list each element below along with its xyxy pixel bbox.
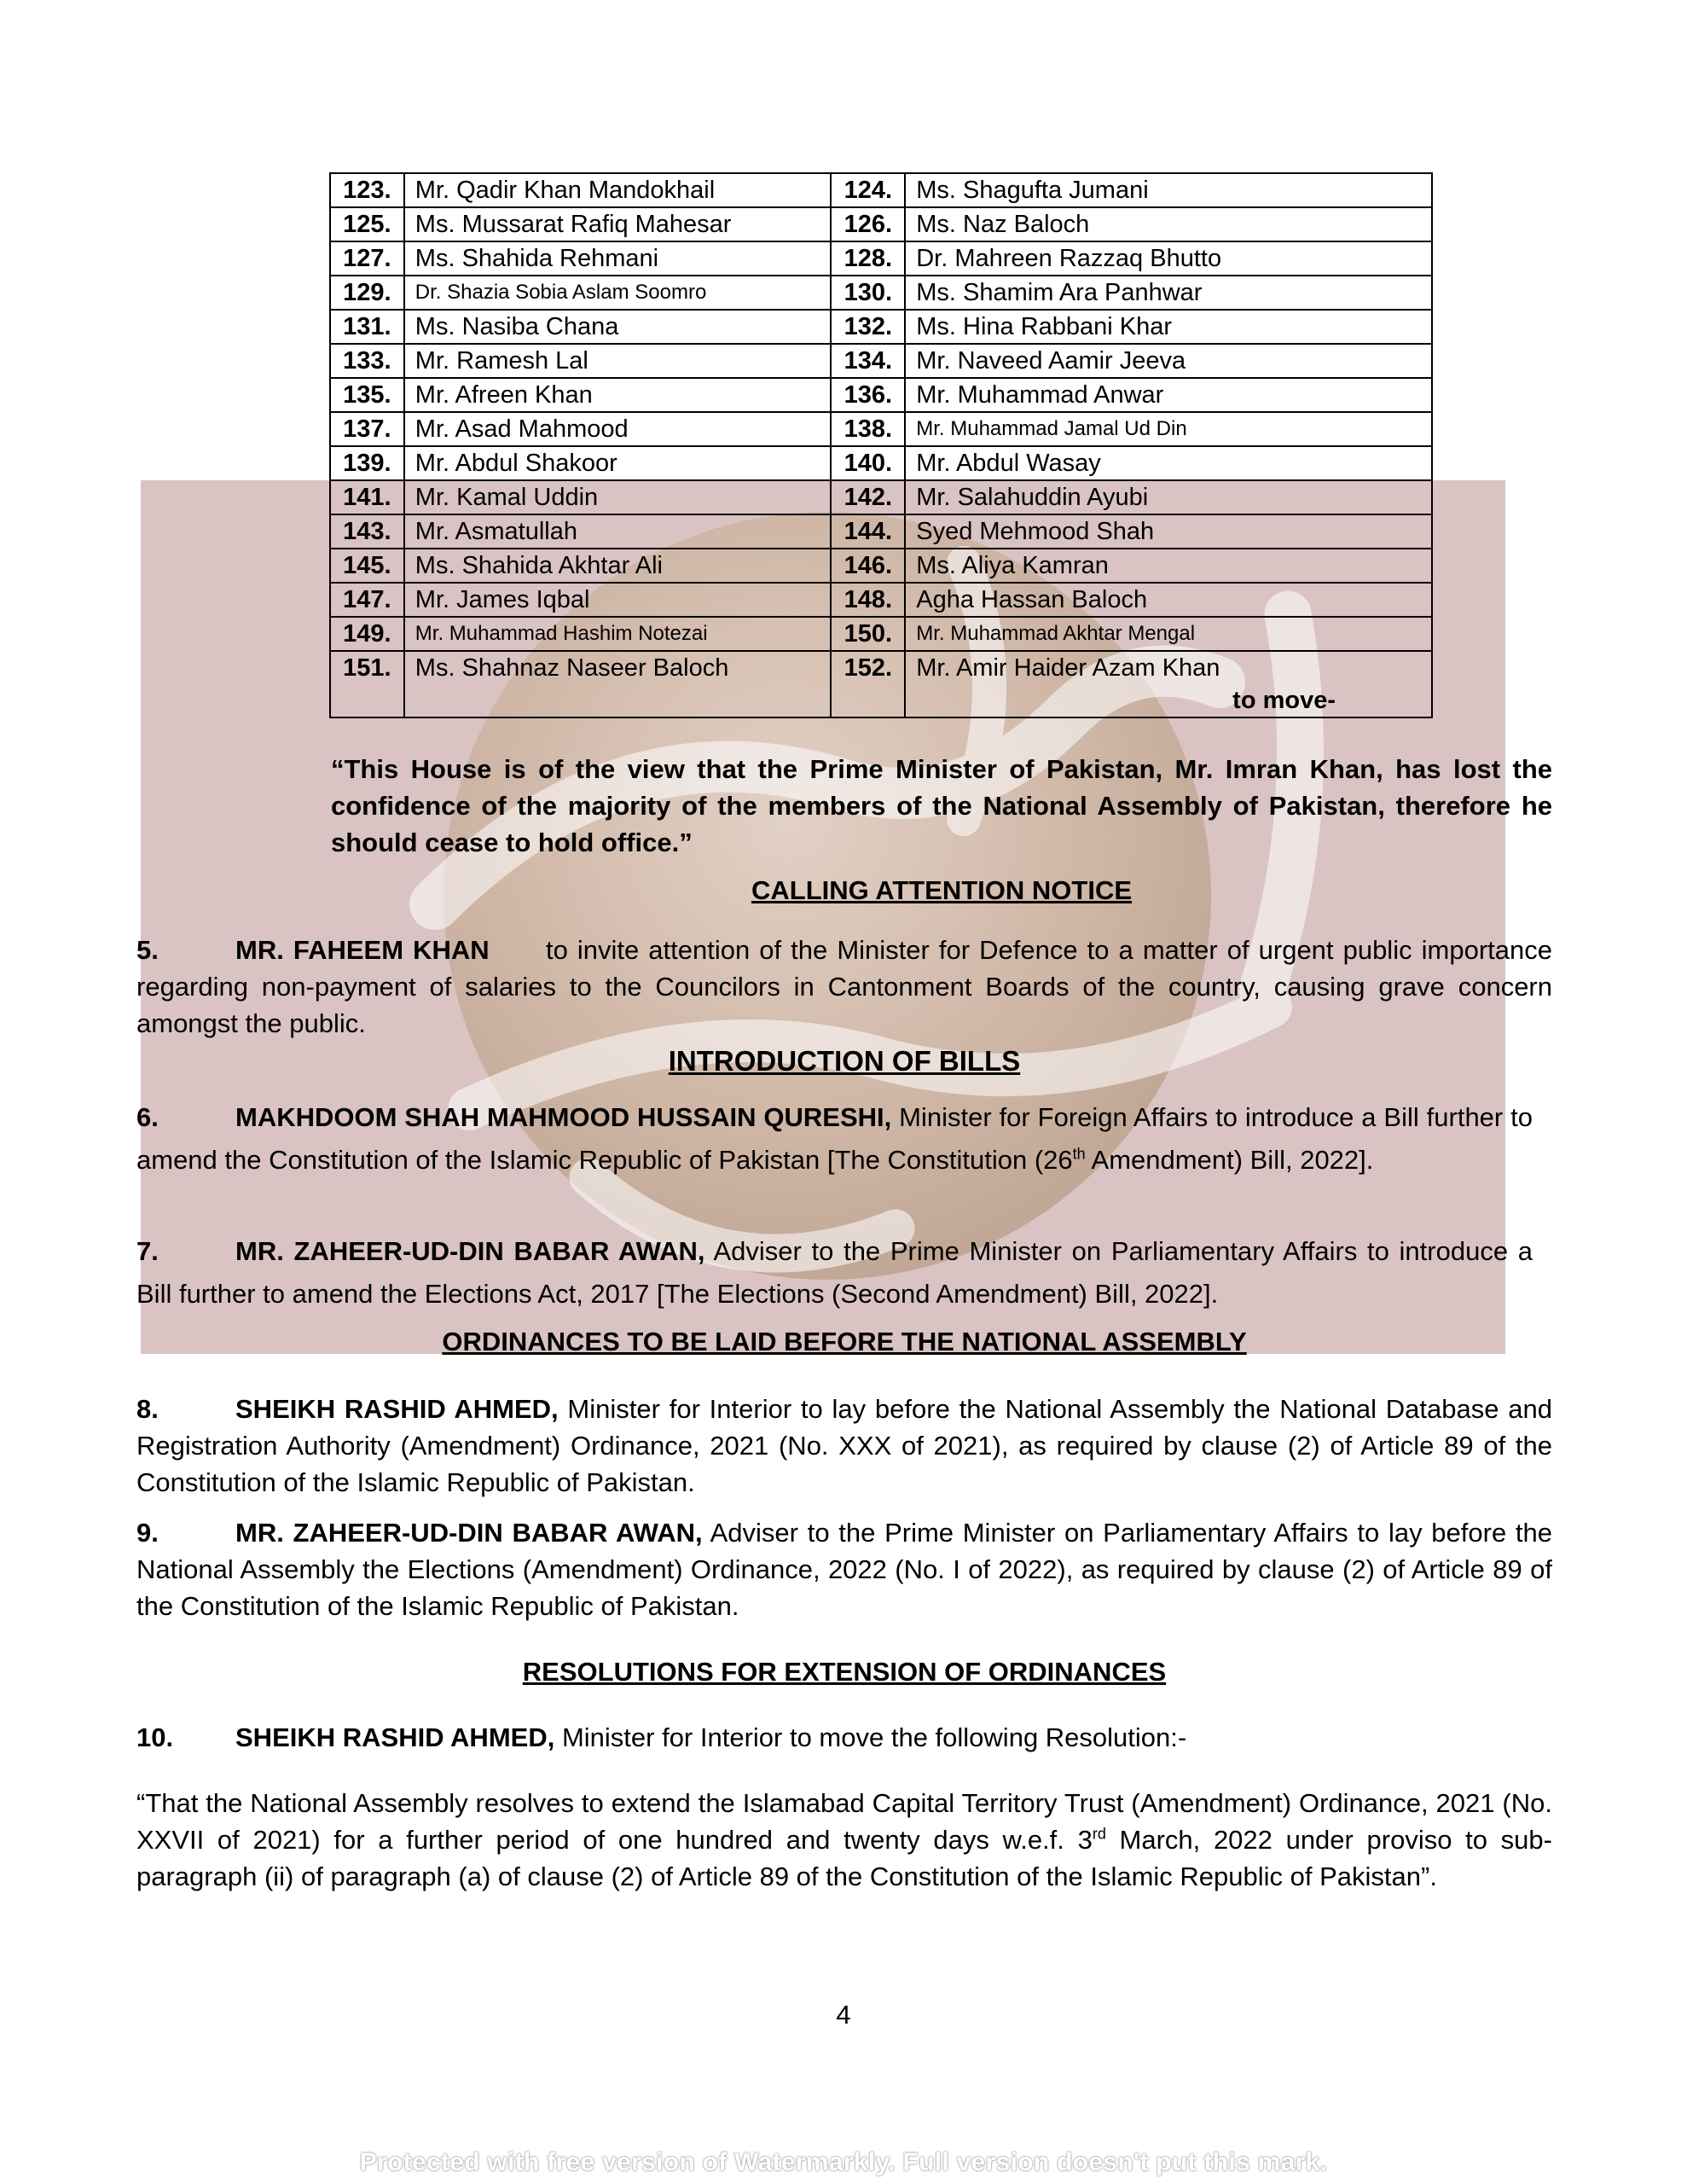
extension-resolution-text (136, 1785, 1552, 1895)
member-number: 127. (330, 241, 404, 276)
item-number: 8. (136, 1394, 159, 1424)
member-number: 138. (831, 412, 905, 446)
member-name: Mr. Ramesh Lal (404, 344, 832, 378)
item-text: to invite attention of the Minister for Defence to a matter of urgent public importance regarding non-payment of salaries to the Councilors in Cantonment Boards of the country, causing grave concern amongst the public. (136, 935, 1552, 1038)
item-number: 9. (136, 1518, 159, 1548)
section-heading-resolutions: RESOLUTIONS FOR EXTENSION OF ORDINANCES (522, 1657, 1167, 1687)
member-name: Mr. Qadir Khan Mandokhail (404, 173, 832, 207)
item-text: Adviser to the Prime Minister on Parliamentary Affairs to lay before the National Assembly the Elections (Amendment) Ordinance, 2022 (No. I of 2022), as required by clause (2) of Article 89 of the Constitution of the Islamic Republic of Pakistan. (136, 1518, 1552, 1621)
member-number: 139. (330, 446, 404, 480)
item-number: 7. (136, 1236, 159, 1266)
superscript: rd (1092, 1825, 1106, 1843)
member-number: 137. (330, 412, 404, 446)
member-number: 136. (831, 378, 905, 412)
to-move-label: to move- (1232, 687, 1336, 714)
member-number: 131. (330, 310, 404, 344)
item-text-cont: Amendment) Bill, 2022]. (1085, 1145, 1374, 1175)
section-heading-ordinances: ORDINANCES TO BE LAID BEFORE THE NATIONAL ASSEMBLY (442, 1327, 1247, 1356)
resolution-text-cont: March, 2022 under proviso to sub-paragraph (ii) of paragraph (a) of clause (2) of Article 89 of the Constitution of the Islamic Republic of Pakistan”. (136, 1825, 1552, 1891)
table-row (330, 583, 1432, 617)
member-number: 147. (330, 583, 404, 617)
item-8 (136, 1391, 1552, 1501)
member-name: Dr. Mahreen Razzaq Bhutto (905, 241, 1432, 276)
member-name: Ms. Shamim Ara Panhwar (905, 276, 1432, 310)
member-name: Ms. Hina Rabbani Khar (905, 310, 1432, 344)
member-name: Dr. Shazia Sobia Aslam Soomro (404, 276, 832, 310)
item-text: Minister for Interior to lay before the National Assembly the National Database and Registration Authority (Amendment) Ordinance, 2021 (No. XXX of 2021), as required by clause (2) of Article 89 of the Constitution of the Islamic Republic of Pakistan. (136, 1394, 1552, 1497)
member-name: Mr. Afreen Khan (404, 378, 832, 412)
member-name: Mr. Naveed Aamir Jeeva (905, 344, 1432, 378)
member-name: Ms. Shagufta Jumani (905, 173, 1432, 207)
table-row (330, 514, 1432, 549)
footer-watermark-text: Protected with free version of Watermarkly. Full version doesn't put this mark. (359, 2148, 1328, 2176)
member-name: Ms. Shahida Rehmani (404, 241, 832, 276)
member-number: 125. (330, 207, 404, 241)
item-7 (136, 1230, 1533, 1316)
member-name: Ms. Shahida Akhtar Ali (404, 549, 832, 583)
item-member-name: SHEIKH RASHID AHMED, (235, 1394, 559, 1424)
section-heading-introduction-of-bills: INTRODUCTION OF BILLS (668, 1045, 1021, 1077)
table-row (330, 446, 1432, 480)
member-name (905, 651, 1432, 717)
superscript: th (1072, 1145, 1086, 1163)
table-row (330, 173, 1432, 207)
item-text: Minister for Interior to move the following Resolution:- (561, 1722, 1187, 1752)
members-table (329, 172, 1433, 718)
member-number: 134. (831, 344, 905, 378)
member-number: 135. (330, 378, 404, 412)
no-confidence-resolution: “This House is of the view that the Prime Minister of Pakistan, Mr. Imran Khan, has lost the confidence of the majority of the members of the National Assembly of Pakistan, therefore he should cease to hold office.” (331, 754, 1552, 857)
member-number: 150. (831, 617, 905, 651)
item-9 (136, 1514, 1552, 1624)
table-row (330, 207, 1432, 241)
item-member-name: MR. ZAHEER-UD-DIN BABAR AWAN, (235, 1518, 703, 1548)
member-name: Syed Mehmood Shah (905, 514, 1432, 549)
member-number: 124. (831, 173, 905, 207)
member-number: 149. (330, 617, 404, 651)
member-number: 126. (831, 207, 905, 241)
item-10 (136, 1719, 1552, 1756)
member-number: 143. (330, 514, 404, 549)
member-name: Mr. Muhammad Anwar (905, 378, 1432, 412)
item-member-name: MR. FAHEEM KHAN (235, 935, 490, 965)
member-number: 140. (831, 446, 905, 480)
member-name: Ms. Shahnaz Naseer Baloch (404, 651, 832, 717)
member-number: 152. (831, 651, 905, 717)
item-number: 6. (136, 1102, 159, 1132)
table-row (330, 344, 1432, 378)
member-number: 128. (831, 241, 905, 276)
table-row (330, 276, 1432, 310)
member-name: Ms. Aliya Kamran (905, 549, 1432, 583)
table-row (330, 241, 1432, 276)
member-number: 130. (831, 276, 905, 310)
item-text: Adviser to the Prime Minister on Parliamentary Affairs to introduce a Bill further to amend the Elections Act, 2017 [The Elections (Second Amendment) Bill, 2022]. (136, 1236, 1533, 1309)
member-name: Mr. Abdul Shakoor (404, 446, 832, 480)
member-number: 133. (330, 344, 404, 378)
member-name: Mr. Kamal Uddin (404, 480, 832, 514)
member-number: 129. (330, 276, 404, 310)
member-name: Ms. Naz Baloch (905, 207, 1432, 241)
member-name: Ms. Nasiba Chana (404, 310, 832, 344)
table-row (330, 412, 1432, 446)
member-name: Agha Hassan Baloch (905, 583, 1432, 617)
member-name: Mr. Muhammad Jamal Ud Din (905, 412, 1432, 446)
member-number: 142. (831, 480, 905, 514)
member-number: 148. (831, 583, 905, 617)
member-number: 132. (831, 310, 905, 344)
table-row (330, 378, 1432, 412)
member-name: Mr. Muhammad Akhtar Mengal (905, 617, 1432, 651)
item-number: 10. (136, 1722, 174, 1752)
item-6 (136, 1096, 1533, 1182)
member-number: 145. (330, 549, 404, 583)
item-member-name: SHEIKH RASHID AHMED, (235, 1722, 555, 1752)
table-row (330, 549, 1432, 583)
item-5 (136, 932, 1552, 1042)
member-name: Mr. Muhammad Hashim Notezai (404, 617, 832, 651)
resolution-text: “That the National Assembly resolves to extend the Islamabad Capital Territory Trust (Amendment) Ordinance, 2021 (No. XXVII of 2021) for a further period of one hundred and twenty days w.e.f. 3 (136, 1788, 1552, 1855)
member-name: Mr. James Iqbal (404, 583, 832, 617)
table-row (330, 617, 1432, 651)
table-row (330, 310, 1432, 344)
member-number: 146. (831, 549, 905, 583)
member-number: 141. (330, 480, 404, 514)
member-name: Mr. Asad Mahmood (404, 412, 832, 446)
member-name: Mr. Salahuddin Ayubi (905, 480, 1432, 514)
item-text: Minister for Foreign Affairs to introduce a Bill further to amend the Constitution of the Islamic Republic of Pakistan [The Constitution (26 (136, 1102, 1533, 1175)
member-number: 144. (831, 514, 905, 549)
item-number: 5. (136, 935, 159, 965)
section-heading-calling-attention: CALLING ATTENTION NOTICE (751, 875, 1133, 905)
member-name: Ms. Mussarat Rafiq Mahesar (404, 207, 832, 241)
member-number: 151. (330, 651, 404, 717)
member-name: Mr. Amir Haider Azam Khan (916, 654, 1220, 682)
member-name: Mr. Abdul Wasay (905, 446, 1432, 480)
table-row (330, 651, 1432, 717)
page-number: 4 (836, 2000, 851, 2030)
table-row (330, 480, 1432, 514)
item-member-name: MR. ZAHEER-UD-DIN BABAR AWAN, (235, 1236, 705, 1266)
member-name: Mr. Asmatullah (404, 514, 832, 549)
item-member-name: MAKHDOOM SHAH MAHMOOD HUSSAIN QURESHI, (235, 1102, 892, 1132)
member-number: 123. (330, 173, 404, 207)
